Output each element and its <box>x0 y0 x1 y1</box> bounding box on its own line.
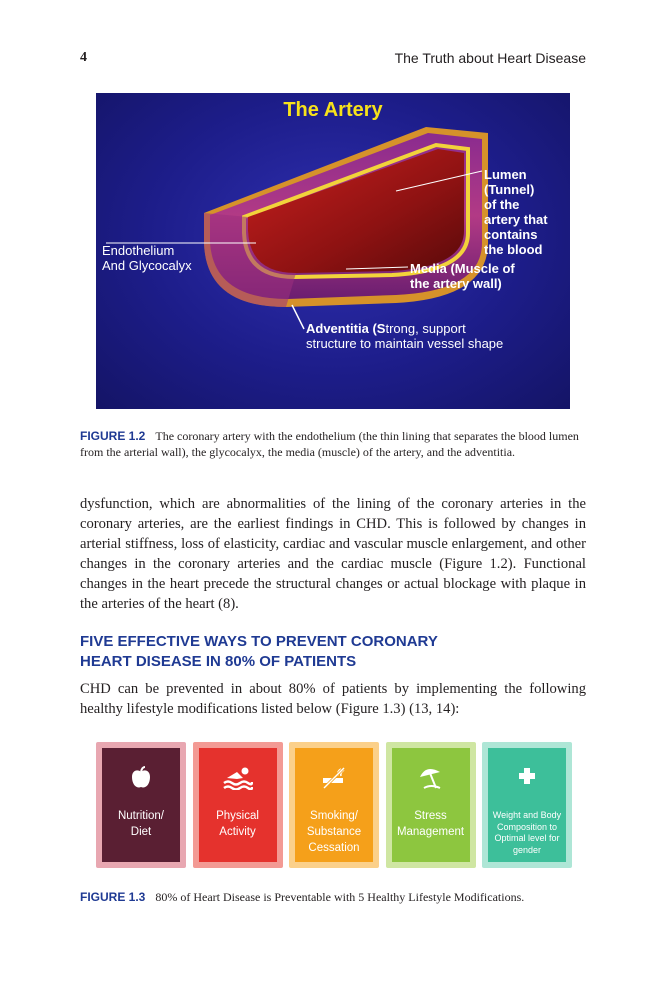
adventitia-head: Adventitia ( <box>306 321 377 336</box>
section-heading: FIVE EFFECTIVE WAYS TO PREVENT CORONARY HEART DISEASE IN 80% OF PATIENTS <box>80 633 438 670</box>
caption-label-2: FIGURE 1.3 <box>80 890 146 904</box>
lifestyle-tile <box>289 742 379 868</box>
adventitia-rest: trong, support structure to maintain vessel shape <box>306 321 504 351</box>
running-title: The Truth about Heart Disease <box>394 50 586 66</box>
no-smoking-icon <box>295 766 373 790</box>
body-paragraph-2: CHD can be prevented in about 80% of patients by implementing the following healthy lifestyle modifications listed below (Figure 1.3) (13, 14): <box>80 681 586 717</box>
tile-panel <box>295 748 373 862</box>
figure-1-3-caption <box>80 889 586 905</box>
caption-label: FIGURE 1.2 <box>80 429 146 443</box>
artery-figure <box>96 93 570 409</box>
body-paragraph: dysfunction, which are abnormalities of the lining of the coronary arteries in the coronary arteries, are the earliest findings in CHD. This is followed by changes in arterial stiffness, loss of elasticity, cardiac and vascular muscle enlargement, and other changes in the coronary arteries and the cardiac muscle (Figure 1.2). Functional changes in the heart precede the structural changes or actual blockage with plaque in the arteries of the heart (8). <box>80 496 586 612</box>
label-lumen: Lumen (Tunnel) of the artery that contains the blood <box>484 167 548 257</box>
tile-panel <box>199 748 277 862</box>
apple-icon <box>102 766 180 790</box>
figure-1-2-caption <box>80 428 586 460</box>
label-adventitia <box>306 321 503 351</box>
tile-panel <box>102 748 180 862</box>
lifestyle-tile <box>482 742 572 868</box>
caption-text: The coronary artery with the endothelium (the thin lining that separates the blood lumen from the arterial wall), the glycocalyx, the media (muscle) of the artery, and the adventitia. <box>80 429 579 459</box>
tile-panel <box>488 748 566 862</box>
caption-text-2: 80% of Heart Disease is Preventable with 5 Healthy Lifestyle Modifications. <box>155 890 525 904</box>
lifestyle-tile <box>96 742 186 868</box>
tile-label: Smoking/ Substance Cessation <box>306 810 362 854</box>
swimmer-icon <box>199 766 277 790</box>
tile-panel <box>392 748 470 862</box>
label-endothelium: Endothelium And Glycocalyx <box>102 243 192 273</box>
lifestyle-tile <box>386 742 476 868</box>
page-number: 4 <box>80 50 87 65</box>
tile-label: Physical Activity <box>216 810 259 838</box>
lifestyle-tile <box>193 742 283 868</box>
tile-label: Weight and Body Composition to Optimal level for gender <box>492 810 562 855</box>
plus-icon <box>488 766 566 790</box>
adventitia-s: S <box>376 321 386 336</box>
tile-label: Stress Management <box>396 810 465 838</box>
artery-title: The Artery <box>283 99 383 121</box>
beach-umbrella-icon <box>392 766 470 790</box>
tile-label: Nutrition/ Diet <box>117 810 165 838</box>
label-media: Media (Muscle of the artery wall) <box>410 261 515 291</box>
